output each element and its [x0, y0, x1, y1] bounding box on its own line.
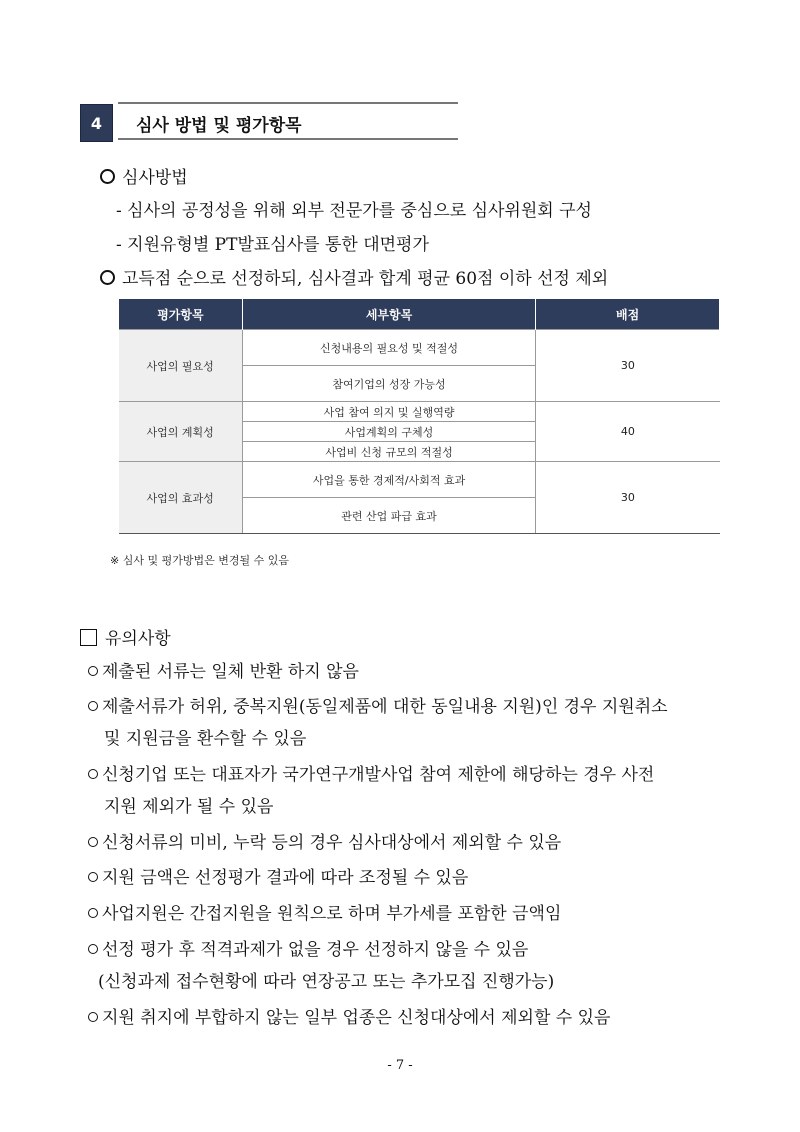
category-cell: 사업의 필요성	[119, 330, 243, 402]
notice-heading-line	[80, 624, 171, 649]
header-detail: 세부항목	[242, 299, 536, 330]
notice-text: 제출서류가 허위, 중복지원(동일제품에 대한 동일내용 지원)인 경우 지원취소	[102, 697, 668, 717]
notice-item	[88, 863, 468, 888]
notice-text: 지원 취지에 부합하지 않는 일부 업종은 신청대상에서 제외할 수 있음	[102, 1008, 611, 1028]
table-row	[119, 402, 720, 422]
selection-text: 고득점 순으로 선정하되, 심사결과 합계 평균 60점 이하 선정 제외	[122, 269, 609, 289]
circle-bullet-icon	[100, 169, 115, 184]
circle-bullet-icon	[100, 270, 115, 285]
notice-text: 신청기업 또는 대표자가 국가연구개발사업 참여 제한에 해당하는 경우 사전	[102, 765, 655, 785]
detail-cell: 참여기업의 성장 가능성	[242, 366, 536, 402]
selection-line	[100, 264, 608, 289]
category-cell: 사업의 계획성	[119, 402, 243, 462]
ring-bullet-icon	[88, 837, 98, 847]
review-heading: 심사방법	[122, 168, 188, 188]
score-cell: 30	[536, 462, 720, 534]
ring-bullet-icon	[88, 872, 98, 882]
score-cell: 30	[536, 330, 720, 402]
evaluation-table	[118, 299, 720, 534]
notice-text: 지원 금액은 선정평가 결과에 따라 조정될 수 있음	[102, 868, 469, 888]
notice-heading: 유의사항	[105, 629, 171, 649]
ring-bullet-icon	[88, 701, 98, 711]
ring-bullet-icon	[88, 908, 98, 918]
detail-cell: 사업 참여 의지 및 실행역량	[242, 402, 536, 422]
table-header-row	[119, 299, 720, 330]
notice-continuation: (신청과제 접수현황에 따라 연장공고 또는 추가모집 진행가능)	[98, 972, 555, 992]
notice-item	[88, 899, 561, 924]
detail-cell: 사업비 신청 규모의 적절성	[242, 442, 536, 462]
page-number: - 7 -	[387, 1058, 413, 1073]
detail-cell: 관련 산업 파급 효과	[242, 498, 536, 534]
review-item: - 지원유형별 PT발표심사를 통한 대면평가	[116, 235, 429, 255]
ring-bullet-icon	[88, 1012, 98, 1022]
notice-item	[88, 657, 359, 682]
section-title: 심사 방법 및 평가항목	[136, 116, 302, 136]
detail-cell: 사업을 통한 경제적/사회적 효과	[242, 462, 536, 498]
notice-item	[88, 828, 561, 853]
detail-cell: 사업계획의 구체성	[242, 422, 536, 442]
ring-bullet-icon	[88, 944, 98, 954]
notice-item	[88, 692, 668, 717]
detail-cell: 신청내용의 필요성 및 적절성	[242, 330, 536, 366]
category-cell: 사업의 효과성	[119, 462, 243, 534]
review-heading-line	[100, 163, 188, 188]
notice-continuation: 및 지원금을 환수할 수 있음	[104, 729, 307, 749]
notice-item	[88, 760, 654, 785]
notice-text: 선정 평가 후 적격과제가 없을 경우 선정하지 않을 수 있음	[102, 940, 529, 960]
table-row	[119, 330, 720, 366]
square-bullet-icon	[80, 629, 97, 646]
header-category: 평가항목	[119, 299, 243, 330]
notice-item	[88, 1003, 610, 1028]
ring-bullet-icon	[88, 769, 98, 779]
review-item: - 심사의 공정성을 위해 외부 전문가를 중심으로 심사위원회 구성	[116, 201, 592, 221]
ring-bullet-icon	[88, 666, 98, 676]
header-score: 배점	[536, 299, 720, 330]
table-note: ※ 심사 및 평가방법은 변경될 수 있음	[110, 554, 289, 567]
notice-text: 사업지원은 간접지원을 원칙으로 하며 부가세를 포함한 금액임	[102, 904, 562, 924]
notice-continuation: 지원 제외가 될 수 있음	[104, 797, 274, 817]
notice-item	[88, 935, 528, 960]
section-number: 4	[80, 104, 113, 142]
score-cell: 40	[536, 402, 720, 462]
notice-text: 제출된 서류는 일체 반환 하지 않음	[102, 662, 359, 682]
notice-text: 신청서류의 미비, 누락 등의 경우 심사대상에서 제외할 수 있음	[102, 833, 562, 853]
table-row	[119, 462, 720, 498]
section-title-box	[118, 102, 458, 140]
